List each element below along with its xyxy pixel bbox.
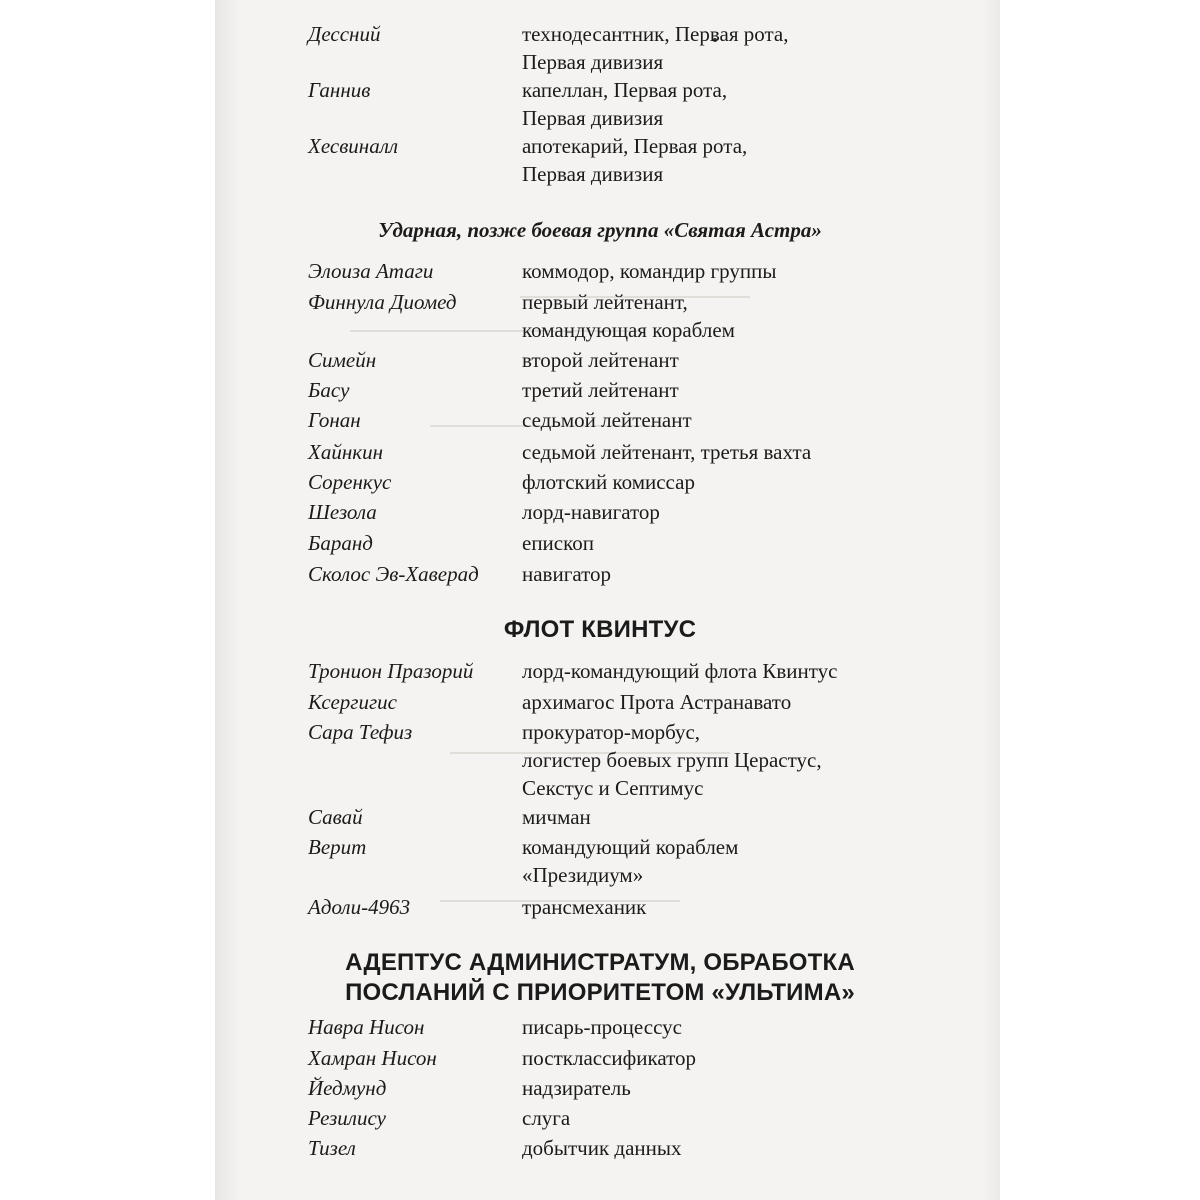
entry-role: мичман	[522, 805, 591, 829]
entry-role: апотекарий, Первая рота, Первая дивизия	[522, 134, 748, 186]
entry-name: Гонан	[308, 408, 361, 432]
entry-name: Резилису	[308, 1106, 386, 1130]
entry-role: прокуратор-морбус, логистер боевых групп Церастус, Секстус и Септимус	[522, 720, 822, 800]
entry-role: капеллан, Первая рота, Первая дивизия	[522, 78, 728, 130]
entry-role: технодесантник, Первая рота, Первая дивизия	[522, 22, 789, 74]
entry-role: флотский комиссар	[522, 470, 695, 494]
entry-role: надзиратель	[522, 1076, 631, 1100]
entry-name: Навра Нисон	[308, 1015, 425, 1039]
entry-row	[308, 438, 888, 466]
entry-role: добытчик данных	[522, 1136, 682, 1160]
entry-role: первый лейтенант, командующая кораблем	[522, 290, 735, 342]
page-gutter-shadow	[215, 0, 240, 1200]
entry-name: Тронион Празорий	[308, 659, 474, 683]
entry-row	[308, 1074, 888, 1102]
entry-row	[308, 498, 888, 526]
entry-role: лорд-навигатор	[522, 500, 660, 524]
entry-name: Соренкус	[308, 470, 392, 494]
entry-row	[308, 718, 888, 802]
entry-row	[308, 833, 888, 889]
entry-role: архимагос Прота Астранавато	[522, 690, 792, 714]
section-heading-line-2: ПОСЛАНИЙ С ПРИОРИТЕТОМ «УЛЬТИМА»	[345, 979, 855, 1006]
entry-row	[308, 20, 888, 76]
entry-row	[308, 1013, 888, 1041]
entry-row	[308, 1134, 888, 1162]
entry-name: Йедмунд	[308, 1076, 387, 1100]
entry-name: Дессний	[308, 22, 381, 46]
entry-row	[308, 376, 888, 404]
entry-name: Савай	[308, 805, 363, 829]
entry-name: Сара Тефиз	[308, 720, 413, 744]
entry-row	[308, 560, 888, 588]
entry-row	[308, 688, 888, 716]
entry-row	[308, 657, 888, 685]
entry-name: Шезола	[308, 500, 377, 524]
entry-name: Хамран Нисон	[308, 1046, 437, 1070]
entry-name: Сколос Эв-Хаверад	[308, 562, 479, 586]
entry-role: седьмой лейтенант	[522, 408, 692, 432]
entry-role: писарь-процессус	[522, 1015, 682, 1039]
entry-name: Тизел	[308, 1136, 356, 1160]
page-edge-shadow	[982, 0, 1000, 1200]
entry-row	[308, 893, 888, 921]
entry-role: постклассификатор	[522, 1046, 697, 1070]
entry-row	[308, 468, 888, 496]
entry-name: Баранд	[308, 531, 373, 555]
entry-role: епископ	[522, 531, 594, 555]
entry-row	[308, 257, 888, 285]
entry-name: Басу	[308, 378, 350, 402]
entry-role: второй лейтенант	[522, 348, 679, 372]
entry-row	[308, 288, 888, 344]
entry-role: седьмой лейтенант, третья вахта	[522, 440, 812, 464]
entry-role: слуга	[522, 1106, 571, 1130]
entry-role: навигатор	[522, 562, 612, 586]
entry-role: коммодор, командир группы	[522, 259, 777, 283]
entry-name: Хайнкин	[308, 440, 383, 464]
entry-role: командующий кораблем «Президиум»	[522, 835, 739, 887]
entry-name: Верит	[308, 835, 367, 859]
entry-row	[308, 76, 888, 132]
section-heading-line-1: АДЕПТУС АДМИНИСТРАТУМ, ОБРАБОТКА	[345, 949, 855, 976]
entry-row	[308, 346, 888, 374]
entry-role: третий лейтенант	[522, 378, 679, 402]
entry-row	[308, 803, 888, 831]
entry-row	[308, 1104, 888, 1132]
entry-row	[308, 1044, 888, 1072]
section-heading: ФЛОТ КВИНТУС	[503, 616, 697, 643]
entry-name: Хесвиналл	[308, 134, 399, 158]
section-subheading: Ударная, позже боевая группа «Святая Астра»	[378, 218, 822, 242]
entry-name: Адоли-4963	[308, 895, 411, 919]
entry-row	[308, 406, 888, 434]
entry-name: Финнула Диомед	[308, 290, 457, 314]
entry-role: лорд-командующий флота Квинтус	[522, 659, 838, 683]
entry-name: Ксергигис	[308, 690, 397, 714]
entry-name: Элоиза Атаги	[308, 259, 434, 283]
entry-name: Ганнив	[308, 78, 371, 102]
entry-role: трансмеханик	[522, 895, 647, 919]
entry-row	[308, 529, 888, 557]
entry-row	[308, 132, 888, 188]
entry-name: Симейн	[308, 348, 377, 372]
